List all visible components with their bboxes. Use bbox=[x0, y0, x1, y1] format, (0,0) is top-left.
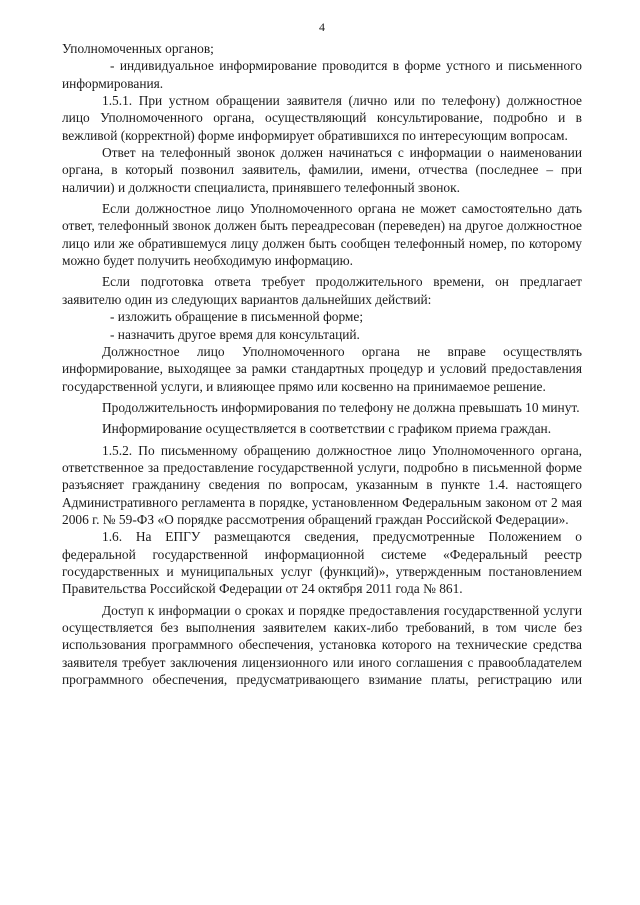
paragraph-long-preparation: Если подготовка ответа требует продолжительного времени, он предлагает заявителю один из следующих вариантов дальнейших действий: bbox=[62, 274, 582, 307]
paragraph-1-6: 1.6. На ЕПГУ размещаются сведения, предусмотренные Положением о федеральной государственной информационной системе «Федеральный реестр государственных и муниципальных услуг (функций)», утвержденным постановлением Правительства Российской Федерации от 24 октября 2011 года № 861. bbox=[62, 529, 582, 597]
paragraph-access-info: Доступ к информации о сроках и порядке предоставления государственной услуги осуществляется без выполнения заявителем каких-либо требований, в том числе без использования программного обеспечения, установка которого на технические средства заявителя требует заключения лицензионного или иного соглашения с правообладателем программного обеспечения, предусматривающего взимание платы, регистрацию или bbox=[62, 602, 582, 688]
paragraph-1-5-1: 1.5.1. При устном обращении заявителя (лично или по телефону) должностное лицо Уполномоченного органа, осуществляющий консультирование, подробно и в вежливой (корректной) форме информирует обратившихся по интересующим вопросам. bbox=[62, 93, 582, 143]
paragraph-phone-answer: Ответ на телефонный звонок должен начинаться с информации о наименовании органа, в который позвонил заявитель, фамилии, имени, отчества (последнее – при наличии) и должности специалиста, принявшего телефонный звонок. bbox=[62, 145, 582, 195]
paragraph-1-5-2: 1.5.2. По письменному обращению должностное лицо Уполномоченного органа, ответственное за предоставление государственной услуги, подробно в письменной форме разъясняет гражданину сведения по вопросам, указанным в пункте 1.4. настоящего Административного регламента в порядке, установленном Федеральным законом от 2 мая 2006 г. № 59-ФЗ «О порядке рассмотрения обращений граждан Российской Федерации». bbox=[62, 442, 582, 527]
list-item-written-form: - изложить обращение в письменной форме; bbox=[110, 309, 364, 325]
paragraph-authorities-end: Уполномоченных органов; bbox=[62, 41, 214, 56]
list-item-other-time: - назначить другое время для консультаций. bbox=[110, 326, 360, 342]
document-body bbox=[62, 40, 582, 688]
paragraph-redirect-call: Если должностное лицо Уполномоченного органа не может самостоятельно дать ответ, телефонный звонок должен быть переадресован (переведен) на другое должностное лицо или же обратившемуся лицу должен быть сообщен телефонный номер, по которому можно будет получить необходимую информацию. bbox=[62, 201, 582, 269]
paragraph-restrictions: Должностное лицо Уполномоченного органа не вправе осуществлять информирование, выходящее за рамки стандартных процедур и условий предоставления государственной услуги, и влияющее прямо или косвенно на принимаемое решение. bbox=[62, 343, 582, 394]
list-item-individual-informing: - индивидуальное информирование проводится в форме устного и письменного информирования. bbox=[62, 58, 582, 91]
paragraph-schedule: Информирование осуществляется в соответствии с графиком приема граждан. bbox=[102, 421, 552, 437]
paragraph-duration: Продолжительность информирования по телефону не должна превышать 10 минут. bbox=[102, 399, 580, 415]
page-number: 4 bbox=[319, 20, 325, 34]
